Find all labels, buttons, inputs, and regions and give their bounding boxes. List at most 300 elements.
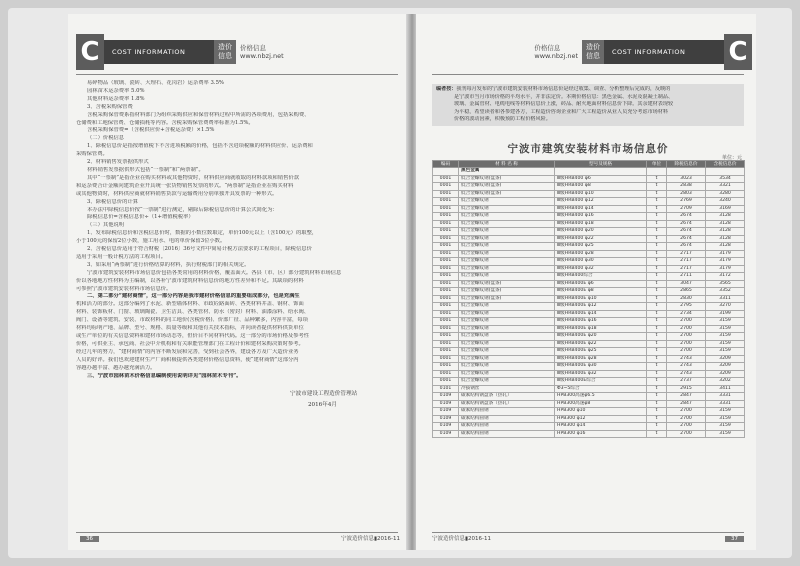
- note-line: [436, 116, 740, 124]
- table-cell: t: [647, 198, 667, 206]
- table-cell: Ⅲ级HRB400E φ18: [555, 325, 647, 333]
- table-cell: 3311: [706, 295, 745, 303]
- table-cell: 0001: [433, 220, 459, 228]
- body-line: 价格，可供业主、承包商、社会中介机构和有关职能管理部门在工程计价和建材采购决策时参考。: [76, 340, 304, 347]
- table-cell: 低合金螺纹钢: [459, 310, 555, 318]
- table-cell: Ⅲ级HRB400综合: [555, 273, 647, 281]
- c-logo-icon: C: [724, 34, 752, 70]
- table-cell: 碳素结构圆钢: [459, 423, 555, 431]
- table-cell: 3179: [706, 258, 745, 266]
- table-cell: 2795: [667, 303, 706, 311]
- note-label: 编者按：: [436, 86, 457, 92]
- table-cell: 0001: [433, 378, 459, 386]
- table-cell: t: [647, 318, 667, 326]
- table-cell: 3209: [706, 363, 745, 371]
- table-cell: 低合金螺纹钢: [459, 198, 555, 206]
- table-cell: 2674: [667, 228, 706, 236]
- site-cn: 价格信息: [240, 44, 266, 52]
- table-cell: Ⅲ级HRB400 φ12: [555, 198, 647, 206]
- body-line: 二、第二部分“建材商情”，这一部分内容是我市建材价格信息的重要组成部分，也是充满生: [87, 293, 300, 300]
- table-cell: 冷拔钢丝: [459, 385, 555, 393]
- table-cell: HPB300高速φ8: [555, 400, 647, 408]
- table-cell: 低合金螺纹钢: [459, 205, 555, 213]
- table-cell: 低合金螺纹钢: [459, 318, 555, 326]
- left-header: [76, 32, 326, 72]
- header-rule: [76, 74, 398, 75]
- table-cell: 2803: [667, 190, 706, 198]
- table-cell: 2915: [667, 385, 706, 393]
- table-cell: Ⅲ级HRB400E φ22: [555, 340, 647, 348]
- table-cell: 2709: [667, 205, 706, 213]
- table-cell: Ⅲ级HRB400 φ20: [555, 228, 647, 236]
- body-line: 其他材料运杂费率 1.8%: [87, 95, 145, 102]
- column-header: 含税信息价: [706, 161, 745, 168]
- table-row: [433, 205, 745, 213]
- table-cell: 2674: [667, 213, 706, 221]
- table-cell: HPB300 φ10: [555, 408, 647, 416]
- table-cell: t: [647, 303, 667, 311]
- note-text: 是宁波市当月市场价格的平均水平，并非法定价。本期价格信息：黑色金属、水泥及混凝土制品、: [454, 93, 674, 100]
- table-cell: Ⅲ级HRB400 φ28: [555, 250, 647, 258]
- table-row: [433, 430, 745, 438]
- table-row: [433, 265, 745, 273]
- site-url: www.nbzj.net: [534, 52, 578, 60]
- table-cell: t: [647, 348, 667, 356]
- table-row: [433, 340, 745, 348]
- table-cell: 低合金螺纹钢: [459, 348, 555, 356]
- table-cell: 2700: [667, 408, 706, 416]
- table-cell: t: [647, 333, 667, 341]
- table-cell: t: [647, 370, 667, 378]
- table-cell: 低合金螺纹钢: [459, 370, 555, 378]
- body-line: 3、含税采购保管费: [87, 103, 133, 110]
- table-cell: 2711: [667, 273, 706, 281]
- column-header: 单位: [647, 161, 667, 168]
- body-line: 容越办越丰富、越办越充满活力。: [76, 364, 156, 371]
- note-text: 价格的波动因素，积极预防工程价格风险。: [454, 116, 551, 123]
- table-cell: 低合金螺纹钢(盘条): [459, 183, 555, 191]
- table-cell: Ⅲ级HRB400 φ10: [555, 190, 647, 198]
- table-cell: Ⅲ级HRB400E φ32: [555, 370, 647, 378]
- table-cell: 3023: [667, 175, 706, 183]
- footer-rule: [76, 532, 398, 533]
- table-body: [433, 168, 745, 438]
- table-cell: 3209: [706, 355, 745, 363]
- table-cell: 3128: [706, 220, 745, 228]
- table-cell: t: [647, 288, 667, 296]
- table-cell: 0001: [433, 355, 459, 363]
- table-cell: 低合金螺纹钢(盘条): [459, 175, 555, 183]
- page-number: 36: [80, 536, 99, 542]
- table-row: [433, 168, 745, 176]
- table-cell: 0001: [433, 333, 459, 341]
- table-cell: 低合金螺纹钢(盘条): [459, 190, 555, 198]
- table-cell: Ⅲ级HRB400 φ6: [555, 175, 647, 183]
- table-cell: 3280: [706, 190, 745, 198]
- table-cell: 2734: [667, 310, 706, 318]
- table-cell: 低合金螺纹钢: [459, 250, 555, 258]
- table-row: [433, 303, 745, 311]
- table-cell: [667, 168, 706, 176]
- table-cell: 低合金螺纹钢: [459, 333, 555, 341]
- table-cell: 低合金螺纹钢: [459, 258, 555, 266]
- body-line: 本办法中除税信息价按“一票制”进行测定，剔除后除税信息价的计算公式简化为：: [87, 206, 278, 213]
- table-cell: 0001: [433, 280, 459, 288]
- table-cell: 低合金螺纹钢: [459, 220, 555, 228]
- table-cell: 低合金螺纹钢: [459, 243, 555, 251]
- right-header: [492, 32, 752, 72]
- table-cell: 3169: [706, 205, 745, 213]
- left-footer-title: 宁波造价信息▮2016-11: [340, 536, 400, 542]
- table-cell: 低合金螺纹钢: [459, 355, 555, 363]
- table-cell: t: [647, 213, 667, 221]
- table-cell: 0001: [433, 273, 459, 281]
- body-line: 宁波市建筑安装材料市场信息价包括各类常用的材料价格，覆盖面大。各县（市、区）部分建筑材料市场信息: [87, 269, 342, 276]
- table-cell: 3159: [706, 348, 745, 356]
- table-cell: 2674: [667, 220, 706, 228]
- table-cell: 3352: [706, 288, 745, 296]
- table-cell: 2830: [667, 295, 706, 303]
- table-cell: 3159: [706, 415, 745, 423]
- table-cell: 碳素结构圆钢: [459, 408, 555, 416]
- table-cell: 3411: [706, 385, 745, 393]
- table-cell: 2674: [667, 243, 706, 251]
- table-cell: Ⅲ级HRB400E φ12: [555, 303, 647, 311]
- table-row: [433, 235, 745, 243]
- table-cell: 碳素结构圆钢: [459, 415, 555, 423]
- table-row: [433, 295, 745, 303]
- table-cell: 低合金螺纹钢: [459, 340, 555, 348]
- table-cell: t: [647, 400, 667, 408]
- table-cell: 3321: [706, 183, 745, 191]
- table-cell: t: [647, 228, 667, 236]
- table-cell: 3331: [706, 400, 745, 408]
- table-cell: HPB300 φ14: [555, 423, 647, 431]
- body-line: 材料均标明产地、品牌、型号、规格、质量等级和其他有关技术指标，并向读者提供材料供货单位: [76, 325, 304, 332]
- table-cell: 2717: [667, 250, 706, 258]
- table-cell: 0001: [433, 348, 459, 356]
- table-cell: t: [647, 355, 667, 363]
- right-page: [416, 14, 756, 550]
- header-band: COST INFORMATION: [104, 40, 214, 64]
- table-title: 宁波市建筑安装材料市场信息价: [507, 143, 669, 155]
- table-cell: 低合金螺纹钢: [459, 235, 555, 243]
- table-cell: 0001: [433, 318, 459, 326]
- table-cell: 2847: [667, 400, 706, 408]
- body-line: 或其他物资时，材料供应商就材料销售货款与运输费用分别单独开具发票的一种形式。: [76, 190, 278, 197]
- table-row: [433, 348, 745, 356]
- left-body-text: [76, 80, 398, 380]
- table-cell: t: [647, 393, 667, 401]
- note-line: [436, 109, 740, 117]
- table-cell: Ⅲ级HRB400 φ18: [555, 220, 647, 228]
- table-cell: Ⅲ级HRB400 φ22: [555, 235, 647, 243]
- table-cell: 3270: [706, 303, 745, 311]
- table-cell: t: [647, 430, 667, 438]
- editor-note: [432, 84, 744, 126]
- table-cell: 2847: [667, 393, 706, 401]
- zaojia-badge: 造价信息: [582, 40, 604, 64]
- table-cell: 低合金螺纹钢(盘条): [459, 280, 555, 288]
- table-cell: t: [647, 250, 667, 258]
- table-cell: 2769: [667, 198, 706, 206]
- table-cell: 0109: [433, 430, 459, 438]
- table-cell: 0001: [433, 265, 459, 273]
- table-header-row: [433, 161, 745, 168]
- table-cell: 2700: [667, 340, 706, 348]
- table-cell: Ⅲ级HRB400E综合: [555, 378, 647, 386]
- table-cell: Ⅲ级HRB400 φ14: [555, 205, 647, 213]
- table-cell: 0001: [433, 243, 459, 251]
- table-cell: t: [647, 205, 667, 213]
- body-line: 园林苗木运杂费率 5.0%: [87, 87, 145, 94]
- body-line: 价以各地地方性材料为主编制，以各补宁波市建筑材料信息价的地方性差异和不足。其缺项的材料: [76, 277, 304, 284]
- table-cell: 3159: [706, 318, 745, 326]
- table-cell: 3202: [706, 378, 745, 386]
- table-cell: t: [647, 258, 667, 266]
- table-row: [433, 393, 745, 401]
- table-cell: 0001: [433, 325, 459, 333]
- body-line: 3、除税信息价的计算: [87, 198, 139, 205]
- price-table: [432, 160, 745, 438]
- body-line: 含税采购保管费=（含税供应价+含税运杂费）×1.5%: [87, 127, 215, 134]
- note-text: 玻璃、金属管材、电缆电线等材料信息价上涨，砖品、耐火地面材料信息价下降。其余建材表现较: [454, 101, 674, 108]
- table-cell: 0109: [433, 408, 459, 416]
- table-cell: 3179: [706, 265, 745, 273]
- body-line: 和运杂费合计金额向建筑企业开具统一张货物销售发票的形式。“两票制”是指企业在购买材料: [76, 182, 294, 189]
- table-row: [433, 280, 745, 288]
- header-band: COST INFORMATION: [604, 40, 724, 64]
- table-cell: 2743: [667, 370, 706, 378]
- table-cell: 碳素结构钢盘条（热轧）: [459, 400, 555, 408]
- table-cell: 3179: [706, 250, 745, 258]
- table-row: [433, 190, 745, 198]
- table-cell: t: [647, 175, 667, 183]
- table-cell: 0101: [433, 385, 459, 393]
- table-cell: t: [647, 423, 667, 431]
- table-cell: 2717: [667, 265, 706, 273]
- table-cell: 0109: [433, 393, 459, 401]
- table-cell: HPB300高速φ6.5: [555, 393, 647, 401]
- table-row: [433, 333, 745, 341]
- right-footer-title: 宁波造价信息▮2016-11: [432, 536, 492, 542]
- table-cell: 0001: [433, 303, 459, 311]
- table-cell: 3128: [706, 243, 745, 251]
- table-cell: 低合金螺纹钢: [459, 213, 555, 221]
- table-cell: 0001: [433, 258, 459, 266]
- table-row: [433, 385, 745, 393]
- table-cell: t: [647, 325, 667, 333]
- table-row: [433, 423, 745, 431]
- table-cell: Ⅲ级HRB400E φ16: [555, 318, 647, 326]
- table-cell: 0001: [433, 370, 459, 378]
- table-cell: t: [647, 280, 667, 288]
- table-cell: Ⅲ级HRB400E φ20: [555, 333, 647, 341]
- table-row: [433, 250, 745, 258]
- column-header: 编码: [433, 161, 459, 168]
- table-cell: 0001: [433, 250, 459, 258]
- table-cell: 0001: [433, 340, 459, 348]
- table-cell: HPB300 φ12: [555, 415, 647, 423]
- table-cell: 3128: [706, 235, 745, 243]
- table-cell: Ⅲ级HRB400E φ14: [555, 310, 647, 318]
- body-line: 材料、装饰板材、门窗、玻璃陶瓷、卫生洁具、各类管材、防水（密封）材料、油漆涂料、给水阀、: [76, 309, 310, 316]
- table-cell: 2838: [667, 183, 706, 191]
- table-row: [433, 355, 745, 363]
- table-cell: 低合金螺纹钢: [459, 228, 555, 236]
- table-cell: Ⅲ级HRB400 φ8: [555, 183, 647, 191]
- table-cell: 0109: [433, 415, 459, 423]
- table-cell: 低合金螺纹钢: [459, 273, 555, 281]
- table-cell: 低合金螺纹钢: [459, 378, 555, 386]
- table-row: [433, 288, 745, 296]
- table-cell: 0001: [433, 235, 459, 243]
- body-line: 材料销售发票据供形式包括“一票制”和“两票制”。: [87, 166, 204, 173]
- table-cell: [647, 168, 667, 176]
- table-row: [433, 378, 745, 386]
- table-cell: 3159: [706, 430, 745, 438]
- table-cell: t: [647, 183, 667, 191]
- note-line: [436, 94, 740, 102]
- table-cell: Ⅲ级HRB400E φ25: [555, 348, 647, 356]
- table-row: [433, 325, 745, 333]
- table-cell: Ⅲ级HRB400E φ8: [555, 288, 647, 296]
- body-line: 2、含税信息价适用于符合财税〔2016〕36号文件中简易计税方法要求的工程项目，除税信息价: [87, 246, 312, 253]
- header-rule: [432, 74, 744, 75]
- table-cell: 2743: [667, 363, 706, 371]
- table-cell: 2674: [667, 235, 706, 243]
- body-line: 仓储费和工地保管费、仓储损耗等内容。含税采购保管费费率标准为1.5%。: [76, 119, 254, 126]
- table-row: [433, 198, 745, 206]
- c-logo-icon: C: [76, 34, 104, 70]
- body-line: 采购保管费。: [76, 151, 108, 158]
- table-cell: 低合金螺纹钢: [459, 363, 555, 371]
- table-cell: 黑色金属: [459, 168, 555, 176]
- table-cell: 0001: [433, 295, 459, 303]
- table-cell: 0001: [433, 183, 459, 191]
- table-cell: t: [647, 190, 667, 198]
- table-cell: 3128: [706, 213, 745, 221]
- table-cell: 3159: [706, 325, 745, 333]
- table-row: [433, 415, 745, 423]
- table-cell: 2865: [667, 288, 706, 296]
- left-footer: [76, 536, 103, 542]
- table-row: [433, 258, 745, 266]
- signature-date: 2016年4月: [308, 402, 337, 408]
- table-cell: 2700: [667, 415, 706, 423]
- table-cell: HPB300 φ16: [555, 430, 647, 438]
- body-line: 适用于采用一般计税方法的工程项目。: [76, 253, 167, 260]
- table-cell: 3565: [706, 280, 745, 288]
- site-label: [530, 44, 582, 60]
- site-url: www.nbzj.net: [240, 52, 284, 60]
- table-cell: 低合金螺纹钢(盘条): [459, 295, 555, 303]
- body-line: 或生产单位的有关信息资料和建材市场动态等，但价目不同材料代码。这一部分的市场价格及参考性: [76, 333, 310, 339]
- table-cell: 3534: [706, 175, 745, 183]
- table-row: [433, 370, 745, 378]
- table-row: [433, 228, 745, 236]
- table-cell: Ⅲ级HRB400 φ16: [555, 213, 647, 221]
- body-line: 可参照宁波市建筑安装材料市场信息价。: [76, 285, 172, 292]
- table-cell: 碳素结构圆钢: [459, 430, 555, 438]
- table-cell: t: [647, 340, 667, 348]
- body-line: 3、如采用“两票制”进行价格结算的材料，执行财税部门的相关规定。: [87, 261, 250, 268]
- table-cell: t: [647, 310, 667, 318]
- table-cell: 2700: [667, 348, 706, 356]
- table-cell: Ⅲ级HRB400E φ28: [555, 355, 647, 363]
- body-line: 机和活力的部分。这部分编列了水泥、新型墙体材料、市政砼路面砖、各类材料井盖、钢材、饰面: [76, 301, 304, 308]
- table-cell: 2700: [667, 325, 706, 333]
- left-page: [68, 14, 408, 550]
- body-line: 2、材料销售发票据供形式: [87, 159, 149, 166]
- table-cell: 3199: [706, 310, 745, 318]
- table-cell: 0001: [433, 213, 459, 221]
- table-cell: 0109: [433, 400, 459, 408]
- column-header: 型号及规格: [555, 161, 647, 168]
- table-cell: Ⅲ级HRB400E φ6: [555, 280, 647, 288]
- table-cell: t: [647, 243, 667, 251]
- table-cell: 2700: [667, 423, 706, 431]
- table-cell: t: [647, 220, 667, 228]
- table-cell: 2743: [667, 355, 706, 363]
- table-cell: Ⅲ级HRB400E φ10: [555, 295, 647, 303]
- table-cell: Φ3~5综合: [555, 385, 647, 393]
- table-cell: 3159: [706, 423, 745, 431]
- table-cell: 3209: [706, 370, 745, 378]
- table-cell: t: [647, 408, 667, 416]
- note-line: [436, 101, 740, 109]
- table-cell: 2700: [667, 333, 706, 341]
- body-line: 1、除税信息价是指按增值税下不含进项税额的价格，包括不含进项税额的材料供应价、运杂费和: [87, 143, 313, 150]
- table-row: [433, 220, 745, 228]
- table-cell: 0001: [433, 228, 459, 236]
- table-row: [433, 273, 745, 281]
- table-cell: 3159: [706, 408, 745, 416]
- table-cell: 0109: [433, 423, 459, 431]
- table-cell: 低合金螺纹钢(盘条): [459, 288, 555, 296]
- body-line: 小于100元的保留2位小数，施工用水、电的单价保留3位小数。: [76, 238, 226, 245]
- body-line: 三、宁波市园林苗木价格信息编制使用说明详见“园林苗木专刊”。: [87, 372, 242, 379]
- table-cell: Ⅲ级HRB400 φ25: [555, 243, 647, 251]
- table-row: [433, 408, 745, 416]
- table-cell: 0001: [433, 288, 459, 296]
- note-line: [436, 86, 740, 94]
- note-text: 为平稳，希望读者和各参建各方，工程造价咨询企业和广大工程造价从业人员充分考虑市场材料: [454, 108, 668, 115]
- body-line: 经过几年的努力，“建材商情”的内容不断发展和完善，受到社会各界，建设各方及广大造价业务: [76, 348, 299, 355]
- page-number: 37: [725, 536, 744, 542]
- table-cell: t: [647, 295, 667, 303]
- table-cell: 低合金螺纹钢: [459, 303, 555, 311]
- body-line: 易碎物品（玻璃、瓷砖、大理石、花岗岩）运杂费率 3.5%: [87, 80, 224, 86]
- table-cell: 0001: [433, 205, 459, 213]
- table-row: [433, 175, 745, 183]
- table-cell: 2700: [667, 318, 706, 326]
- body-line: 除税信息价=含税信息价÷（1+增值税税率）: [87, 214, 194, 221]
- table-cell: t: [647, 385, 667, 393]
- magazine-spread: [8, 8, 792, 558]
- table-cell: 0001: [433, 363, 459, 371]
- table-cell: 低合金螺纹钢: [459, 325, 555, 333]
- table-cell: [706, 168, 745, 176]
- table-cell: 3159: [706, 333, 745, 341]
- table-row: [433, 213, 745, 221]
- table-cell: Ⅲ级HRB400 φ32: [555, 265, 647, 273]
- table-cell: 0001: [433, 310, 459, 318]
- table-cell: 3172: [706, 273, 745, 281]
- body-line: （三）其他说明: [87, 222, 125, 229]
- table-cell: 碳素结构钢盘条（热轧）: [459, 393, 555, 401]
- zaojia-badge: 造价信息: [214, 40, 236, 64]
